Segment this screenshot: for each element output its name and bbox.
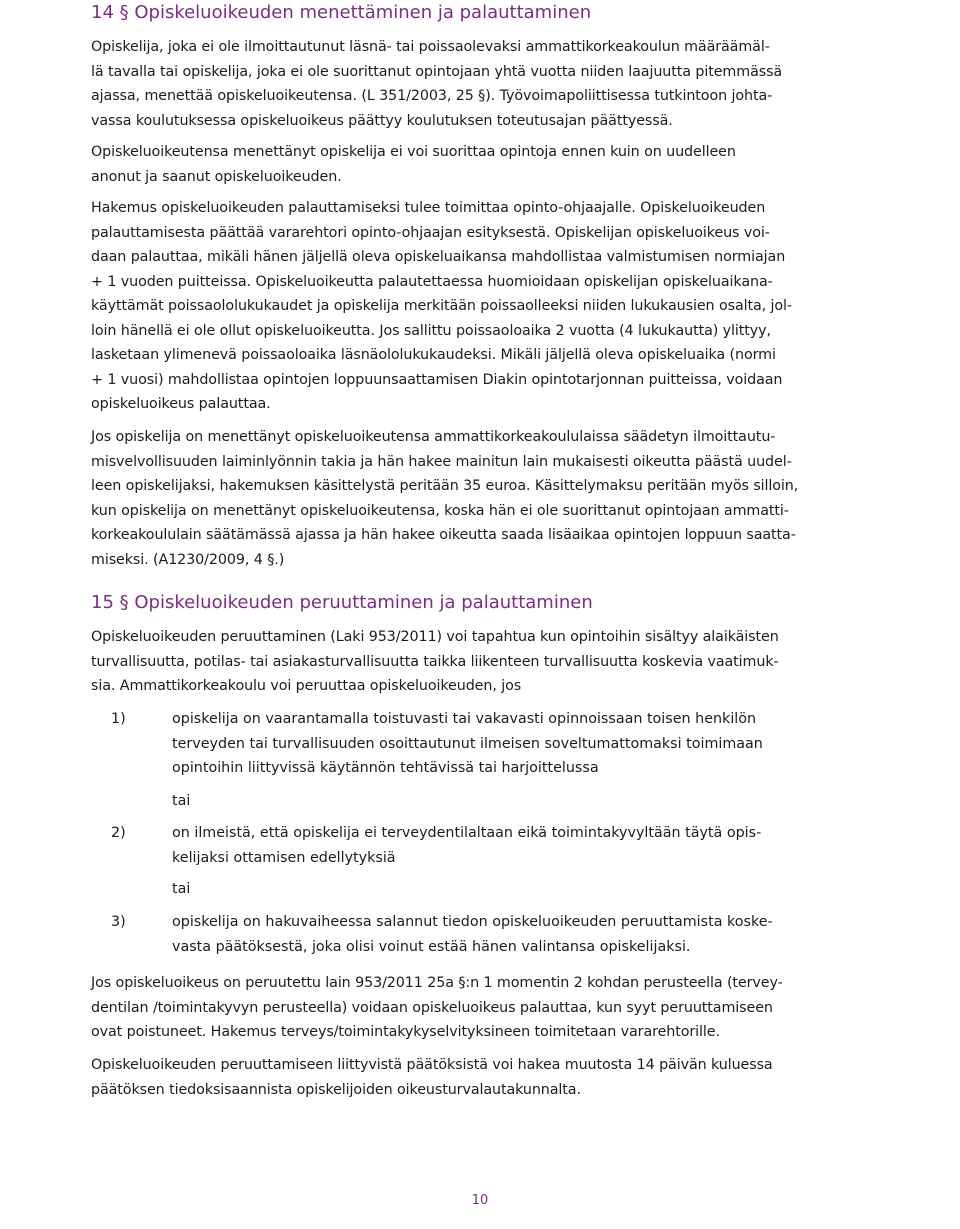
paragraph-line: Jos opiskeluoikeus on peruutettu lain 953/2011 25a §:n 1 momentin 2 kohdan perusteella (tervey-: [91, 975, 783, 991]
paragraph-line: lasketaan ylimenevä poissaoloaika läsnäololukukaudeksi. Mikäli jäljellä oleva opiskeluaika (normi: [91, 347, 776, 363]
paragraph-line: kun opiskelija on menettänyt opiskeluoikeutensa, koska hän ei ole suorittanut opintojaan ammatti-: [91, 502, 789, 519]
list-or-word: tai: [172, 793, 191, 809]
paragraph-line: Hakemus opiskeluoikeuden palauttamiseksi tulee toimittaa opinto-ohjaajalle. Opiskeluoikeuden: [91, 200, 766, 216]
paragraph-line: Opiskeluoikeuden peruuttaminen (Laki 953/2011) voi tapahtua kun opintoihin sisältyy alaikäisten: [91, 629, 779, 645]
list-item-line: opintoihin liittyvissä käytännön tehtävissä tai harjoittelussa: [172, 760, 599, 776]
section-14-paragraph-1: [91, 35, 881, 133]
section-15-paragraph-after-1: [91, 971, 881, 1045]
paragraph-line: + 1 vuosi) mahdollistaa opintojen loppuunsaattamisen Diakin opintotarjonnan puitteissa, voidaan: [91, 371, 783, 388]
paragraph-line: opiskeluoikeus palauttaa.: [91, 396, 271, 412]
list-item-line: opiskelija on vaarantamalla toistuvasti tai vakavasti opinnoissaan toisen henkilön: [172, 711, 757, 727]
paragraph-line: päätöksen tiedoksisaannista opiskelijoiden oikeusturvalautakunnalta.: [91, 1081, 581, 1098]
paragraph-line: ovat poistuneet. Hakemus terveys/toimintakykyselvityksineen toimitetaan vararehtorille.: [91, 1024, 720, 1040]
paragraph-line: lä tavalla tai opiskelija, joka ei ole suorittanut opintojaan yhtä vuotta niiden laajuutta pitemmässä: [91, 63, 783, 80]
paragraph-line: Opiskeluoikeutensa menettänyt opiskelija ei voi suorittaa opintoja ennen kuin on uudelleen: [91, 144, 736, 160]
list-item-line: terveyden tai turvallisuuden osoittautunut ilmeisen soveltumattomaksi toimimaan: [172, 735, 763, 752]
list-item-number: 2): [111, 825, 126, 841]
paragraph-line: miseksi. (A1230/2009, 4 §.): [91, 551, 285, 568]
paragraph-line: misvelvollisuuden laiminlyönnin takia ja hän hakee mainitun lain mukaisesti oikeutta päästä uudel-: [91, 453, 792, 470]
list-item-line: opiskelija on hakuvaiheessa salannut tiedon opiskeluoikeuden peruuttamista koske-: [172, 914, 773, 930]
list-item-line: vasta päätöksestä, joka olisi voinut estää hänen valintansa opiskelijaksi.: [172, 938, 691, 955]
paragraph-line: käyttämät poissaololukukaudet ja opiskelija merkitään poissaolleeksi niiden lukukausien osalta, jol-: [91, 298, 792, 314]
paragraph-line: vassa koulutuksessa opiskeluoikeus päättyy koulutuksen toteutusajan päättyessä.: [91, 112, 673, 129]
paragraph-line: leen opiskelijaksi, hakemuksen käsittelystä peritään 35 euroa. Käsittelymaksu peritään myös silloin,: [91, 478, 799, 494]
paragraph-line: turvallisuutta, potilas- tai asiakasturvallisuutta taikka liikenteen turvallisuutta koskevia vaatimuk-: [91, 653, 779, 670]
paragraph-line: daan palauttaa, mikäli hänen jäljellä oleva opiskeluaikansa mahdollistaa valmistumisen normiajan: [91, 249, 786, 265]
section-14-paragraph-4: [91, 425, 881, 572]
list-item-text: [172, 910, 872, 959]
paragraph-line: + 1 vuoden puitteissa. Opiskeluoikeutta palautettaessa huomioidaan opiskelijan opiskeluaikana-: [91, 273, 773, 290]
section-15-intro: [91, 625, 881, 699]
page-number: 10: [471, 1193, 489, 1208]
list-item-text: [172, 821, 872, 870]
section-15-heading: 15 § Opiskeluoikeuden peruuttaminen ja palauttaminen: [91, 592, 593, 613]
paragraph-line: Opiskelija, joka ei ole ilmoittautunut läsnä- tai poissaolevaksi ammattikorkeakoulun määräämäl-: [91, 39, 770, 55]
list-item-text: [172, 707, 872, 781]
list-item-line: kelijaksi ottamisen edellytyksiä: [172, 849, 396, 866]
paragraph-line: Jos opiskelija on menettänyt opiskeluoikeutensa ammattikorkeakoululaissa säädetyn ilmoittautu-: [91, 429, 776, 445]
paragraph-line: sia. Ammattikorkeakoulu voi peruuttaa opiskeluoikeuden, jos: [91, 678, 522, 694]
list-item-line: on ilmeistä, että opiskelija ei terveydentilaltaan eikä toimintakyvyltään täytä opis-: [172, 825, 762, 841]
paragraph-line: ajassa, menettää opiskeluoikeutensa. (L 351/2003, 25 §). Työvoimapoliittisessa tutkintoon johta-: [91, 88, 773, 104]
paragraph-line: Opiskeluoikeuden peruuttamiseen liittyvistä päätöksistä voi hakea muutosta 14 päivän kuluessa: [91, 1057, 773, 1073]
paragraph-line: loin hänellä ei ole ollut opiskeluoikeutta. Jos sallittu poissaoloaika 2 vuotta (4 lukukautta) ylittyy,: [91, 322, 771, 339]
section-15-paragraph-after-2: [91, 1053, 881, 1102]
section-14-paragraph-3: [91, 196, 881, 417]
paragraph-line: dentilan /toimintakyvyn perusteella) voidaan opiskeluoikeus palauttaa, kun syyt peruuttamiseen: [91, 999, 773, 1016]
list-or-word: tai: [172, 881, 191, 897]
paragraph-line: anonut ja saanut opiskeluoikeuden.: [91, 168, 342, 185]
paragraph-line: korkeakoululain säätämässä ajassa ja hän hakee oikeutta saada lisäaikaa opintojen loppuun saatta-: [91, 527, 796, 543]
paragraph-line: palauttamisesta päättää vararehtori opinto-ohjaajan esityksestä. Opiskelijan opiskeluoikeus voi-: [91, 224, 770, 241]
list-item-number: 1): [111, 711, 126, 727]
list-item-number: 3): [111, 914, 126, 930]
section-14-paragraph-2: [91, 140, 881, 189]
section-14-heading: 14 § Opiskeluoikeuden menettäminen ja palauttaminen: [91, 2, 592, 23]
